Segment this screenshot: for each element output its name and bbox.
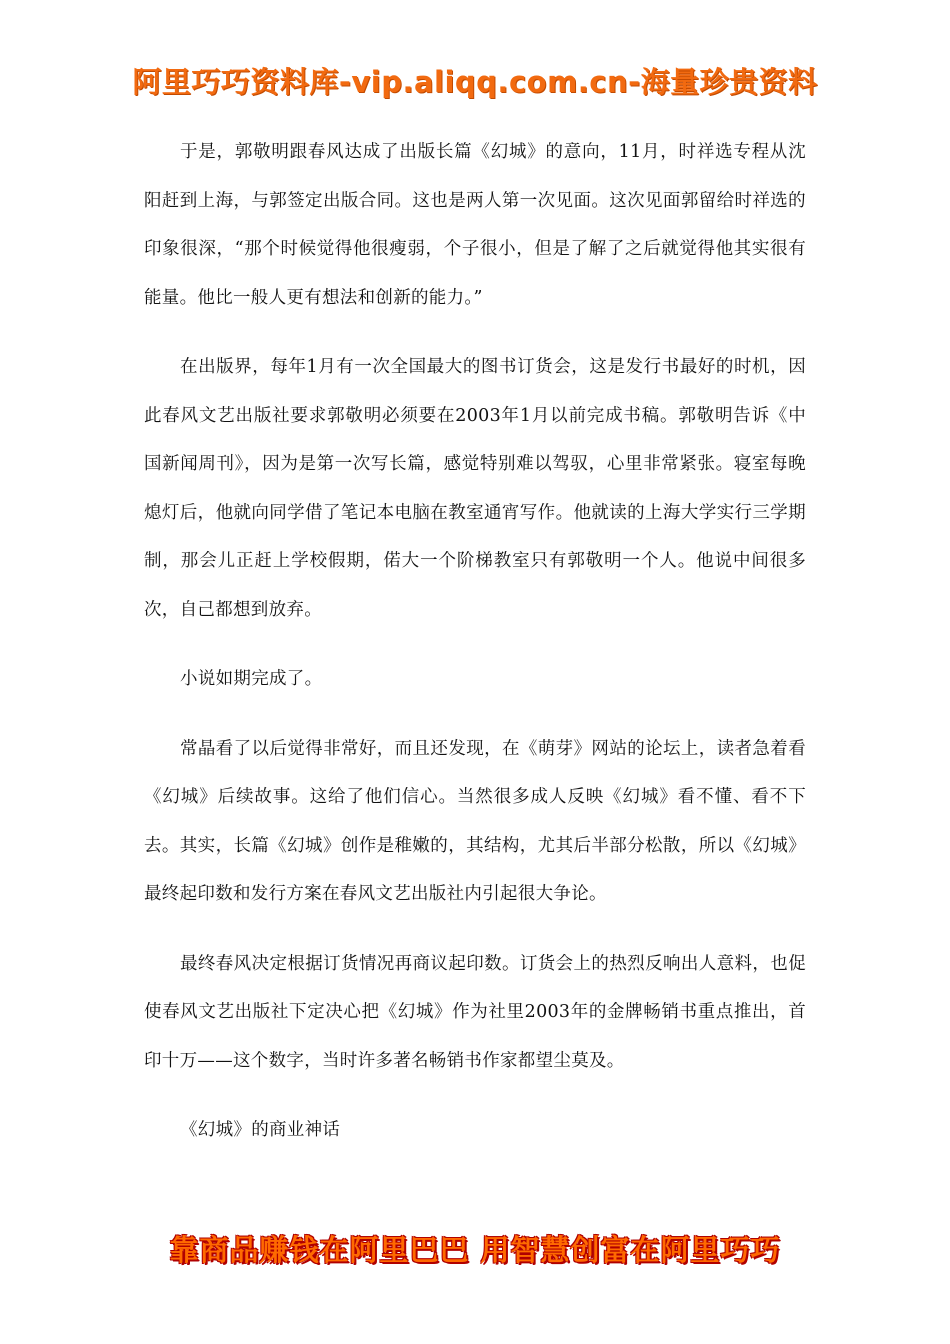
footer-banner: 靠商品赚钱在阿里巴巴 用智慧创富在阿里巧巧	[169, 1233, 781, 1267]
paragraph-completed: 小说如期完成了。	[180, 669, 323, 689]
section-heading-commercial-myth: 《幻城》的商业神话	[180, 1120, 341, 1140]
paragraph-book-fair-deadline: 在出版界，每年1月有一次全国最大的图书订货会，这是发行书最好的时机，因此春风文艺出版社要求郭敬明必须要在2003年1月以前完成书稿。郭敬明告诉《中国新闻周刊》，因为是第一次写长篇，感觉特别难以驾驭，心里非常紧张。寝室每晚熄灯后，他就向同学借了笔记本电脑在教室通宵写作。他就读的上海大学实行三学期制，那会儿正赶上学校假期，偌大一个阶梯教室只有郭敬明一个人。他说中间很多次，自己都想到放弃。	[144, 357, 806, 620]
paragraph-reader-response: 常晶看了以后觉得非常好，而且还发现，在《萌芽》网站的论坛上，读者急着看《幻城》后续故事。这给了他们信心。当然很多成人反映《幻城》看不懂、看不下去。其实，长篇《幻城》创作是稚嫩的，其结构，尤其后半部分松散，所以《幻城》最终起印数和发行方案在春风文艺出版社内引起很大争论。	[144, 738, 806, 904]
article-body	[144, 128, 806, 1155]
paragraph-print-run: 最终春风决定根据订货情况再商议起印数。订货会上的热烈反响出人意料，也促使春风文艺出版社下定决心把《幻城》作为社里2003年的金牌畅销书重点推出，首印十万——这个数字，当时许多著名畅销书作家都望尘莫及。	[144, 953, 806, 1071]
paragraph-publishing-agreement: 于是，郭敬明跟春风达成了出版长篇《幻城》的意向，11月，时祥选专程从沈阳赶到上海，与郭签定出版合同。这也是两人第一次见面。这次见面郭留给时祥选的印象很深，“那个时候觉得他很瘦弱，个子很小，但是了解了之后就觉得他其实很有能量。他比一般人更有想法和创新的能力。”	[144, 142, 806, 308]
header-banner: 阿里巧巧资料库-vip.aliqq.com.cn-海量珍贵资料	[132, 65, 818, 99]
